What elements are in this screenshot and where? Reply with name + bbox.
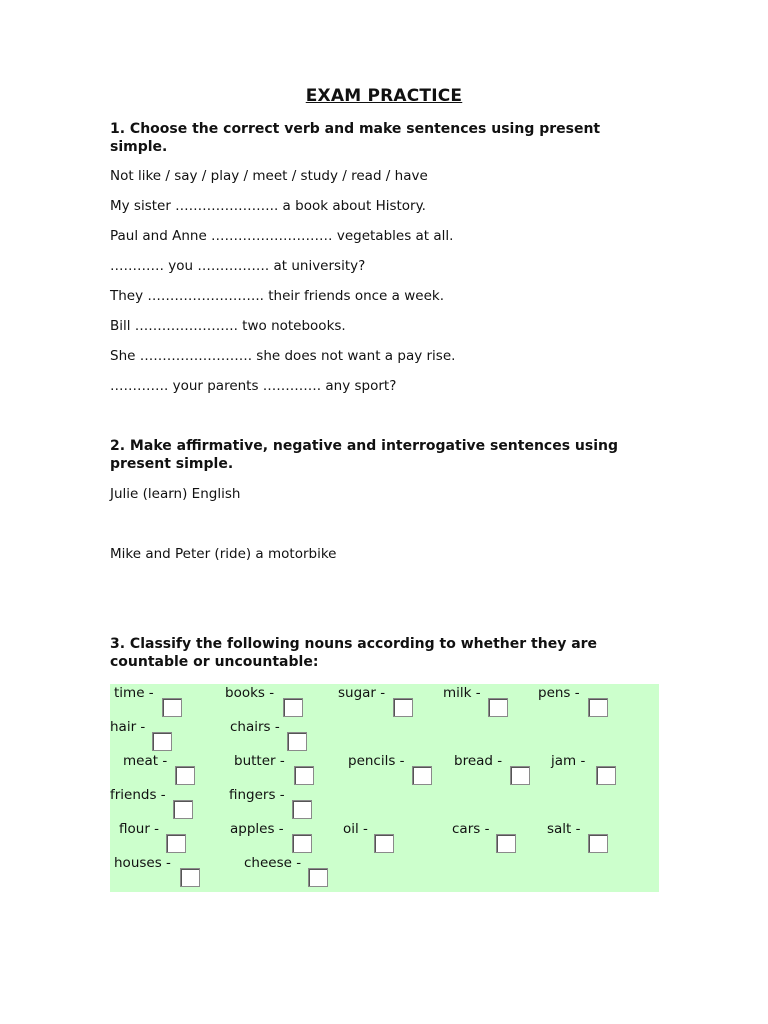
answer-box[interactable] (152, 732, 172, 751)
answer-box[interactable] (283, 698, 303, 717)
noun-label: pens - (538, 685, 580, 701)
answer-box[interactable] (510, 766, 530, 785)
noun-label: chairs - (230, 719, 280, 735)
noun-label: houses - (114, 855, 171, 871)
answer-box[interactable] (596, 766, 616, 785)
noun-label: flour - (119, 821, 160, 837)
page-title: EXAM PRACTICE (305, 86, 463, 106)
noun-classification-area (110, 684, 659, 892)
noun-label: bread - (454, 753, 503, 769)
answer-box[interactable] (393, 698, 413, 717)
sentence-2: Paul and Anne ……………………… vegetables at all. (110, 228, 454, 244)
answer-box[interactable] (496, 834, 516, 853)
sentence-7: …………. your parents …………. any sport? (110, 378, 397, 394)
noun-label: time - (114, 685, 154, 701)
answer-box[interactable] (374, 834, 394, 853)
verb-list: Not like / say / play / meet / study / read / have (110, 168, 428, 184)
answer-box[interactable] (173, 800, 193, 819)
sentence-6: She ……………………. she does not want a pay rise. (110, 348, 456, 364)
exercise-item-2: Mike and Peter (ride) a motorbike (110, 546, 337, 562)
noun-label: sugar - (338, 685, 386, 701)
noun-label: friends - (110, 787, 166, 803)
section-2-heading: 2. Make affirmative, negative and interrogative sentences using present simple. (110, 438, 619, 472)
noun-label: cars - (452, 821, 490, 837)
answer-box[interactable] (588, 834, 608, 853)
answer-box[interactable] (588, 698, 608, 717)
answer-box[interactable] (292, 834, 312, 853)
noun-label: books - (225, 685, 275, 701)
answer-box[interactable] (180, 868, 200, 887)
sentence-5: Bill ………………….. two notebooks. (110, 318, 346, 334)
answer-box[interactable] (162, 698, 182, 717)
noun-label: apples - (230, 821, 284, 837)
section-3-heading: 3. Classify the following nouns according to whether they are countable or uncountable: (110, 636, 598, 670)
noun-label: butter - (234, 753, 285, 769)
sentence-3: ………… you ……………. at university? (110, 258, 366, 274)
sentence-1: My sister ………………….. a book about History. (110, 198, 426, 214)
answer-box[interactable] (412, 766, 432, 785)
noun-label: oil - (343, 821, 368, 837)
section-1-heading: 1. Choose the correct verb and make sentences using present simple. (110, 121, 601, 155)
noun-label: milk - (443, 685, 481, 701)
answer-box[interactable] (294, 766, 314, 785)
answer-box[interactable] (166, 834, 186, 853)
answer-box[interactable] (308, 868, 328, 887)
noun-label: cheese - (244, 855, 302, 871)
answer-box[interactable] (292, 800, 312, 819)
answer-box[interactable] (175, 766, 195, 785)
noun-label: jam - (551, 753, 586, 769)
noun-label: fingers - (229, 787, 285, 803)
noun-label: meat - (123, 753, 168, 769)
answer-box[interactable] (287, 732, 307, 751)
sentence-4: They …………………….. their friends once a week. (110, 288, 444, 304)
answer-box[interactable] (488, 698, 508, 717)
exercise-item-1: Julie (learn) English (110, 486, 241, 502)
noun-label: hair - (110, 719, 146, 735)
noun-label: salt - (547, 821, 581, 837)
noun-label: pencils - (348, 753, 405, 769)
